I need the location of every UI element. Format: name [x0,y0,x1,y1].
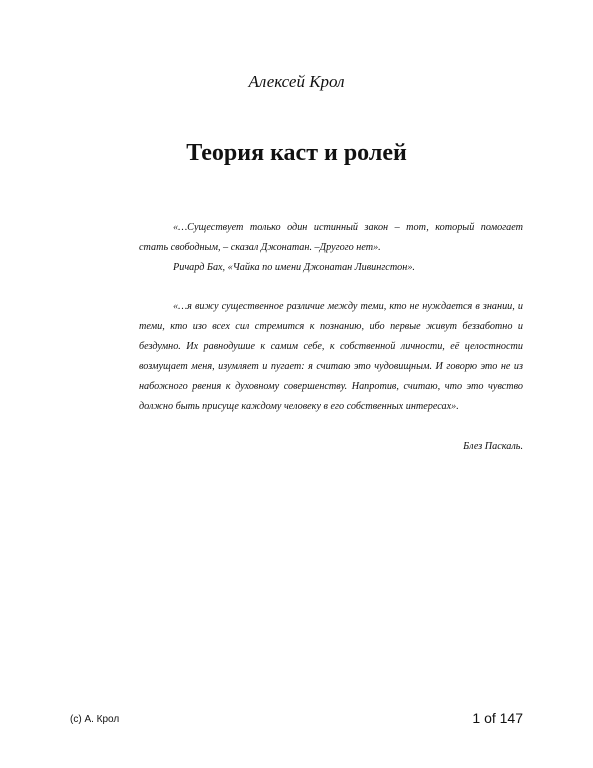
page-indicator: 1 of 147 [472,710,523,726]
epigraph-2-attribution: Блез Паскаль. [463,441,523,452]
epigraph-2 [139,297,523,457]
epigraph-1-text: «…Существует только один истинный закон – тот, который помогает стать свободным, – сказал Джонатан. –Другого нет». [139,222,523,253]
document-title: Теория каст и ролей [186,140,407,166]
epigraph-1-attribution: Ричард Бах, «Чайка по имени Джонатан Ливингстон». [173,262,415,273]
epigraph-2-text: «…я вижу существенное различие между теми, кто не нуждается в знании, и теми, кто изо всех сил стремится к познанию, ибо первые живут беззаботно и бездумно. Их равнодушие к самим себе, к собственной личности, её целостности возмущает меня, изумляет и пугает: я считаю это чудовищным. И говорю это не из набожного рвения к духовному совершенству. Напротив, считаю, что это чувство должно быть присуще каждому человеку в его собственных интересах». [139,301,523,412]
footer-copyright: (c) А. Крол [70,714,120,725]
epigraph-1 [139,218,523,278]
author-name: Алексей Крол [248,72,345,91]
